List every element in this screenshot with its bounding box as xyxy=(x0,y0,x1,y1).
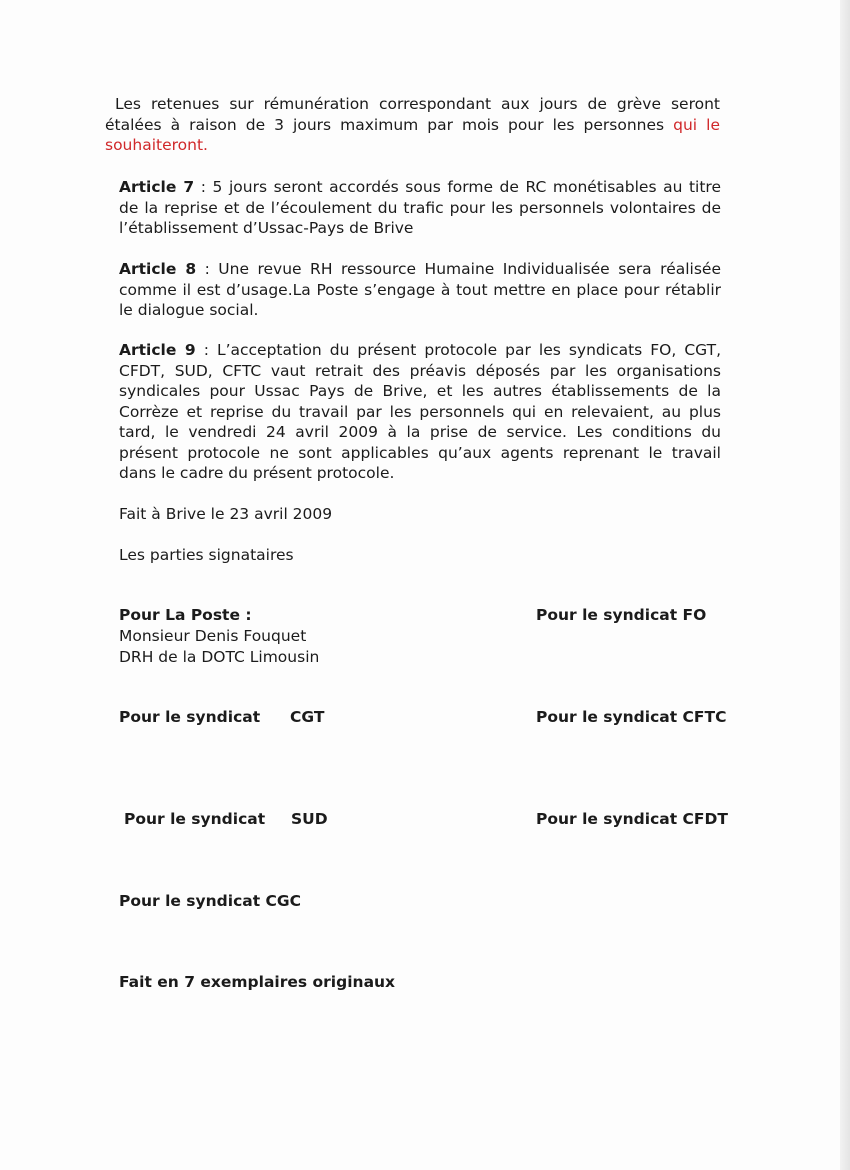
sud-label: Pour le syndicat xyxy=(124,810,266,828)
article-7-label: Article 7 xyxy=(119,178,195,196)
article-7: Article 7 : 5 jours seront accordés sous forme de RC monétisables au titre de la reprise et de l’écoulement du trafic pour les personnels volontaires de l’établissement d’Ussac-Pays de Brive xyxy=(119,178,722,237)
article-9: Article 9 : L’acceptation du présent protocole par les syndicats FO, CGT, CFDT, SUD, CFTC vaut retrait des préavis déposés par les organisations syndicales pour Ussac Pays de Brive, et les autres établissements de la Corrèze et reprise du travail par les personnels qui en relevaient, au plus tard, le vendredi 24 avril 2009 à la prise de service. Les conditions du présent protocole ne sont applicables qu’aux agents reprenant le travail dans le cadre du présent protocole. xyxy=(119,341,722,482)
la-poste-heading: Pour La Poste : xyxy=(119,606,252,624)
cgc-signatory: Pour le syndicat CGC xyxy=(119,892,302,910)
article-9-text: L’acceptation du présent protocole par les syndicats FO, CGT, CFDT, SUD, CFTC vaut retrait des préavis déposés par les organisations syndicales pour Ussac Pays de Brive, et les autres établissements de la Corrèze et reprise du travail par les personnels qui en relevaient, au plus tard, le vendredi 24 avril 2009 à la prise de service. Les conditions du présent protocole ne sont applicables qu’aux agents reprenant le travail dans le cadre du présent protocole. xyxy=(119,341,722,482)
la-poste-name: Monsieur Denis Fouquet xyxy=(119,627,307,645)
cfdt-signatory: Pour le syndicat CFDT xyxy=(536,810,728,828)
page-edge xyxy=(840,0,850,1170)
cftc-signatory: Pour le syndicat CFTC xyxy=(536,708,727,726)
article-8-text: Une revue RH ressource Humaine Individualisée sera réalisée comme il est d’usage.La Poste s’engage à tout mettre en place pour rétablir le dialogue social. xyxy=(119,260,721,319)
cgt-label: Pour le syndicat xyxy=(119,708,261,726)
fo-signatory: Pour le syndicat FO xyxy=(536,606,707,624)
intro-paragraph xyxy=(105,94,720,156)
intro-highlight: qui le souhaiteront. xyxy=(105,115,720,154)
article-7-text: 5 jours seront accordés sous forme de RC monétisables au titre de la reprise et de l’écoulement du trafic pour les personnels volontaires de l’établissement d’Ussac-Pays de Brive xyxy=(119,178,722,237)
article-8-label: Article 8 xyxy=(119,260,197,278)
parties-signataires: Les parties signataires xyxy=(119,546,294,564)
la-poste-role: DRH de la DOTC Limousin xyxy=(119,648,320,666)
copies-note: Fait en 7 exemplaires originaux xyxy=(119,973,396,991)
intro-text: Les retenues sur rémunération correspondant aux jours de grève seront étalées à raison de 3 jours maximum par mois pour les personnes xyxy=(105,95,720,134)
place-date: Fait à Brive le 23 avril 2009 xyxy=(119,505,333,523)
sud-name: SUD xyxy=(291,810,328,828)
article-8: Article 8 : Une revue RH ressource Humaine Individualisée sera réalisée comme il est d’usage.La Poste s’engage à tout mettre en place pour rétablir le dialogue social. xyxy=(119,260,721,319)
cgt-name: CGT xyxy=(290,708,325,726)
article-9-label: Article 9 xyxy=(119,341,196,359)
